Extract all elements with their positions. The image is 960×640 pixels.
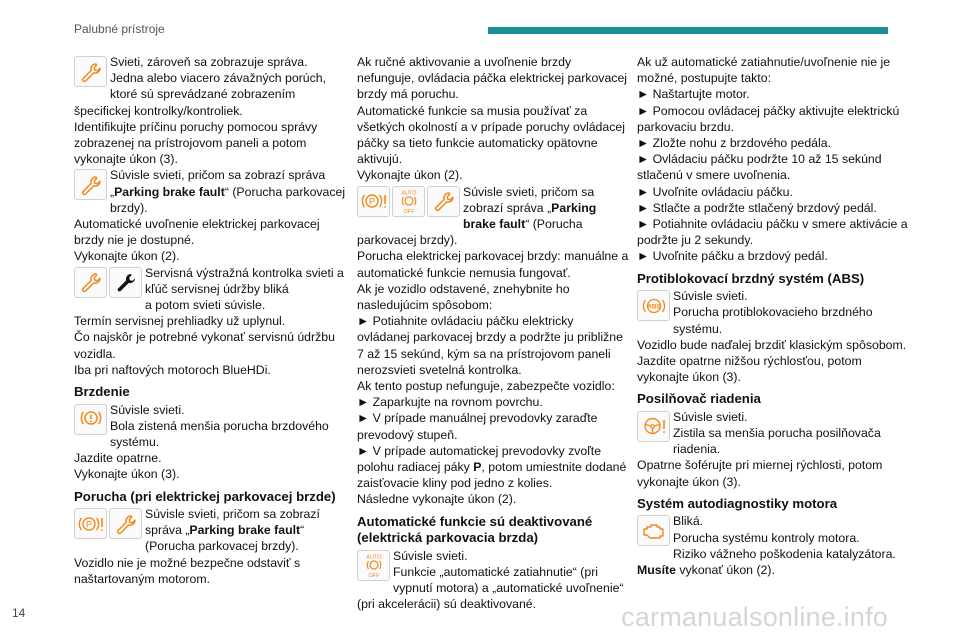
text-line: Funkcie „automatické zatiahnutie“ (pri vypnutí motora) a „automatické uvoľnenie“ (pri akcelerácii) sú deaktivované. <box>357 564 624 612</box>
text-line: Vykonajte úkon (2). <box>74 249 180 264</box>
wrench-warning-icon <box>74 56 107 87</box>
text-line: Vykonajte úkon (2). <box>357 168 463 183</box>
warning-block-parking-brake-fault-2 <box>74 506 346 587</box>
section-heading-parking-brake-fault: Porucha (pri elektrickej parkovacej brzde) <box>74 488 336 504</box>
text-line: Bliká. <box>673 514 704 529</box>
warning-block-serious-fault <box>74 54 346 167</box>
auto-off-icon <box>392 186 425 217</box>
step-item: ► Ovládaciu páčku podržte 10 až 15 sekúnd stlačenú v smere uvoľnenia. <box>637 152 882 183</box>
text-line: Termín servisnej prehliadky už uplynul. <box>74 314 286 329</box>
section-heading-abs: Protiblokovací brzdný systém (ABS) <box>637 270 865 286</box>
text-line: ► Zaparkujte na rovnom povrchu. <box>357 395 543 410</box>
wrench-warning-icon <box>74 169 107 200</box>
text-line: Súvisle svieti. <box>673 409 748 424</box>
text-line: Opatrne šoférujte pri miernej rýchlosti, potom vykonajte úkon (3). <box>637 458 883 489</box>
auto-label: AUTO <box>400 190 417 197</box>
text-line: a potom svieti súvisle. <box>145 298 266 313</box>
step-item: ► Uvoľnite páčku a brzdový pedál. <box>637 249 828 264</box>
message-text: Parking brake fault <box>114 184 225 199</box>
text-line: Porucha systému kontroly motora. <box>673 530 860 545</box>
text-line: Iba pri naftových motoroch BlueHDi. <box>74 362 271 377</box>
engine-diagnostic-icon <box>637 515 670 546</box>
text-line: Servisná výstražná kontrolka svieti a kľúč servisnej údržby bliká <box>145 265 344 296</box>
warning-block-parking-brake-fault <box>74 167 346 264</box>
text-line: Súvisle svieti. <box>673 289 748 304</box>
text-line: ► Potiahnite ovládaciu páčku elektricky ovládanej parkovacej brzdy a podržte ju približne 7 až 15 sekúnd, kým sa na prístrojovom paneli nerozsvieti svetelná kontrolka. <box>357 314 623 377</box>
text-line: Jazdite opatrne. <box>74 451 162 466</box>
text-line: Automatické uvoľnenie elektrickej parkovacej brzdy nie je dostupné. <box>74 217 320 248</box>
warning-block-service <box>74 265 346 378</box>
text-line: ktoré sú sprevádzané zobrazením špecifickej kontrolky/kontroliek. <box>74 87 296 118</box>
warning-block-auto-off <box>357 548 629 613</box>
text-line: Zistila sa menšia porucha posilňovača riadenia. <box>673 426 881 457</box>
off-label: OFF <box>403 209 414 216</box>
text-line: Musíte vykonať úkon (2). <box>637 562 775 577</box>
column-right <box>637 54 909 578</box>
text-line: Súvisle svieti, pričom sa zobrazí správa „Parking brake fault“ (Porucha parkovacej brzdy). <box>145 507 320 554</box>
text-line: Identifikujte príčinu poruchy pomocou správy zobrazenej na prístrojovom paneli a potom vykonajte úkon (3). <box>74 119 318 167</box>
warning-block-engine <box>637 513 909 578</box>
column-middle <box>357 54 629 613</box>
section-heading-auto-functions: Automatické funkcie sú deaktivované (elektrická parkovacia brzda) <box>357 513 593 546</box>
header-accent-bar <box>488 27 888 34</box>
parking-brake-letter: P <box>368 196 375 207</box>
text-line: Ak už automatické zatiahnutie/uvoľnenie nie je možné, postupujte takto: <box>637 55 891 86</box>
text-line: Svieti, zároveň sa zobrazuje správa. <box>110 55 308 69</box>
auto-off-icon <box>357 550 390 581</box>
emphasis-text: Musíte <box>637 562 676 577</box>
steering-wheel-warning-icon <box>637 411 670 442</box>
watermark: carmanualsonline.info <box>621 602 888 632</box>
step-item: ► Naštartujte motor. <box>637 87 750 102</box>
page-number: 14 <box>12 606 26 620</box>
text-line: Ak tento postup nefunguje, zabezpečte vozidlo: <box>357 379 615 394</box>
text-line: Súvisle svieti, pričom sa zobrazí správa „Parking brake fault“ (Porucha parkovacej brzdy). <box>357 184 597 248</box>
text-line: Ak je vozidlo odstavené, znehybnite ho nasledujúcim spôsobom: <box>357 281 570 313</box>
step-item: ► Pomocou ovládacej páčky aktivujte elektrickú parkovaciu brzdu. <box>637 103 900 134</box>
section-heading-engine-diagnostics: Systém autodiagnostiky motora <box>637 495 838 511</box>
gear-letter: P <box>473 460 482 475</box>
text-line: Vykonajte úkon (3). <box>74 467 180 482</box>
step-item: ► Uvoľnite ovládaciu páčku. <box>637 184 793 199</box>
wrench-warning-icon <box>427 186 460 217</box>
abs-icon <box>637 290 670 321</box>
warning-block-parking-brake-fault-3 <box>357 184 629 508</box>
text-line: Riziko vážneho poškodenia katalyzátora. <box>673 546 896 561</box>
auto-label: AUTO <box>365 554 382 561</box>
text-line: Bola zistená menšia porucha brzdového systému. <box>110 418 329 449</box>
step-item: ► Zložte nohu z brzdového pedála. <box>637 136 832 151</box>
section-heading-braking: Brzdenie <box>74 384 130 400</box>
column-left <box>74 54 346 587</box>
brake-warning-icon <box>74 404 107 435</box>
text-line: Následne vykonajte úkon (2). <box>357 492 517 507</box>
off-label: OFF <box>368 573 379 580</box>
parking-brake-warning-icon <box>357 186 390 217</box>
text-line: Čo najskôr je potrebné vykonať servisnú údržbu vozidla. <box>74 330 335 361</box>
text-line: Porucha protiblokovacieho brzdného systému. <box>673 305 873 336</box>
wrench-warning-icon <box>74 267 107 298</box>
abs-label: ABS <box>646 303 661 311</box>
wrench-warning-icon <box>109 508 142 539</box>
parking-brake-letter: P <box>85 519 92 530</box>
warning-block-abs <box>637 288 909 385</box>
text-line: Súvisle svieti. <box>393 548 468 563</box>
text-line: Vozidlo nie je možné bezpečne odstaviť s naštartovaným motorom. <box>74 555 301 586</box>
text-line: Automatické funkcie sa musia používať za všetkých okolností a v prípade poruchy ovládacej páčky sa tieto funkcie automaticky opätovne aktivujú. <box>357 103 625 167</box>
text-line: Jazdite opatrne nižšou rýchlosťou, potom vykonajte úkon (3). <box>637 353 862 385</box>
text-line: Vozidlo bude naďalej brzdiť klasickým spôsobom. <box>637 337 907 352</box>
text-line: ► V prípade manuálnej prevodovky zaraďte prevodový stupeň. <box>357 411 598 442</box>
step-item: ► Stlačte a podržte stlačený brzdový pedál. <box>637 200 877 215</box>
text-line: ► V prípade automatickej prevodovky zvoľte polohu radiacej páky P, potom umiestnite dodané zaisťovacie kliny pod jedno z kolies. <box>357 443 627 491</box>
text-line: Jedna alebo viacero závažných porúch, <box>110 71 327 86</box>
parking-brake-warning-icon <box>74 508 107 539</box>
service-key-icon <box>109 267 142 298</box>
message-text: Parking brake fault <box>189 523 301 538</box>
text-line: Porucha elektrickej parkovacej brzdy: manuálne a automatické funkcie nemusia fungovať. <box>357 249 629 280</box>
message-text: Parking brake fault <box>463 200 597 232</box>
warning-block-power-steering <box>637 409 909 490</box>
text-line: Súvisle svieti, pričom sa zobrazí správa „Parking brake fault“ (Porucha parkovacej brzdy). <box>110 168 346 215</box>
text-line: Súvisle svieti. <box>110 402 185 417</box>
step-item: ► Potiahnite ovládaciu páčku v smere aktivácie a podržte ju 2 sekundy. <box>637 217 908 248</box>
text-line: Ak ručné aktivovanie a uvoľnenie brzdy nefunguje, ovládacia páčka elektrickej parkovacej brzdy má poruchu. <box>357 55 628 102</box>
section-heading-power-steering: Posilňovač riadenia <box>637 391 761 407</box>
warning-block-braking <box>74 402 346 483</box>
page-header-title: Palubné prístroje <box>74 22 165 36</box>
